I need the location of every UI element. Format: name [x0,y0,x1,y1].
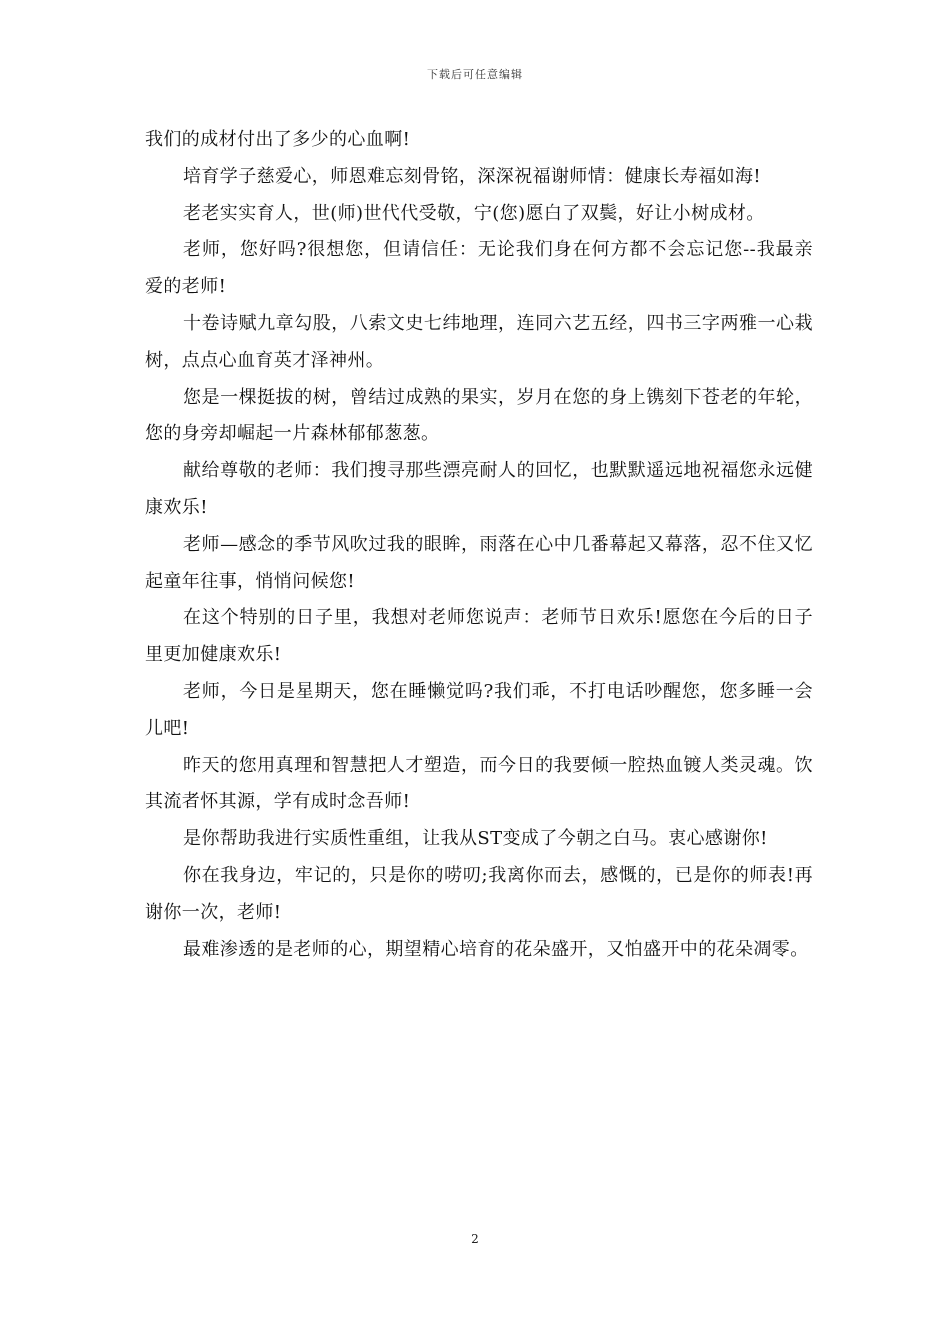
document-body [145,122,813,968]
paragraph: 培育学子慈爱心，师恩难忘刻骨铭，深深祝福谢师情：健康长寿福如海! [183,165,762,187]
page-header: 下载后可任意编辑 [427,68,523,81]
paragraph: 十卷诗赋九章勾股，八索文史七纬地理，连同六艺五经，四书三字两雅一心栽树，点点心血育英才泽神州。 [145,312,813,371]
paragraph: 献给尊敬的老师：我们搜寻那些漂亮耐人的回忆，也默默遥远地祝福您永远健康欢乐! [145,460,813,518]
paragraph: 老老实实育人，世(师)世代代受敬，宁(您)愿白了双鬓，好让小树成材。 [183,202,765,224]
page-number: 2 [471,1232,479,1246]
paragraph: 最难渗透的是老师的心，期望精心培育的花朵盛开，又怕盛开中的花朵凋零。 [183,938,809,960]
paragraph: 在这个特别的日子里，我想对老师您说声：老师节日欢乐!愿您在今后的日子里更加健康欢乐! [145,607,813,666]
paragraph: 你在我身边，牢记的，只是你的唠叨;我离你而去，感慨的，已是你的师表!再谢你一次，老师! [145,864,813,923]
paragraph: 昨天的您用真理和智慧把人才塑造，而今日的我要倾一腔热血镀人类灵魂。饮其流者怀其源，学有成时念吾师! [145,754,813,813]
paragraph: 老师，您好吗?很想您，但请信任：无论我们身在何方都不会忘记您--我最亲爱的老师! [145,239,813,298]
paragraph: 老师—感念的季节风吹过我的眼眸，雨落在心中几番幕起又幕落，忍不住又忆起童年往事，悄悄问候您! [145,533,813,592]
paragraph: 是你帮助我进行实质性重组，让我从ST变成了今朝之白马。衷心感谢你! [183,828,768,850]
paragraph: 您是一棵挺拔的树，曾结过成熟的果实，岁月在您的身上镌刻下苍老的年轮，您的身旁却崛起一片森林郁郁葱葱。 [145,386,813,445]
paragraph: 老师，今日是星期天，您在睡懒觉吗?我们乖，不打电话吵醒您，您多睡一会儿吧! [145,680,813,739]
paragraph: 我们的成材付出了多少的心血啊! [145,129,411,150]
